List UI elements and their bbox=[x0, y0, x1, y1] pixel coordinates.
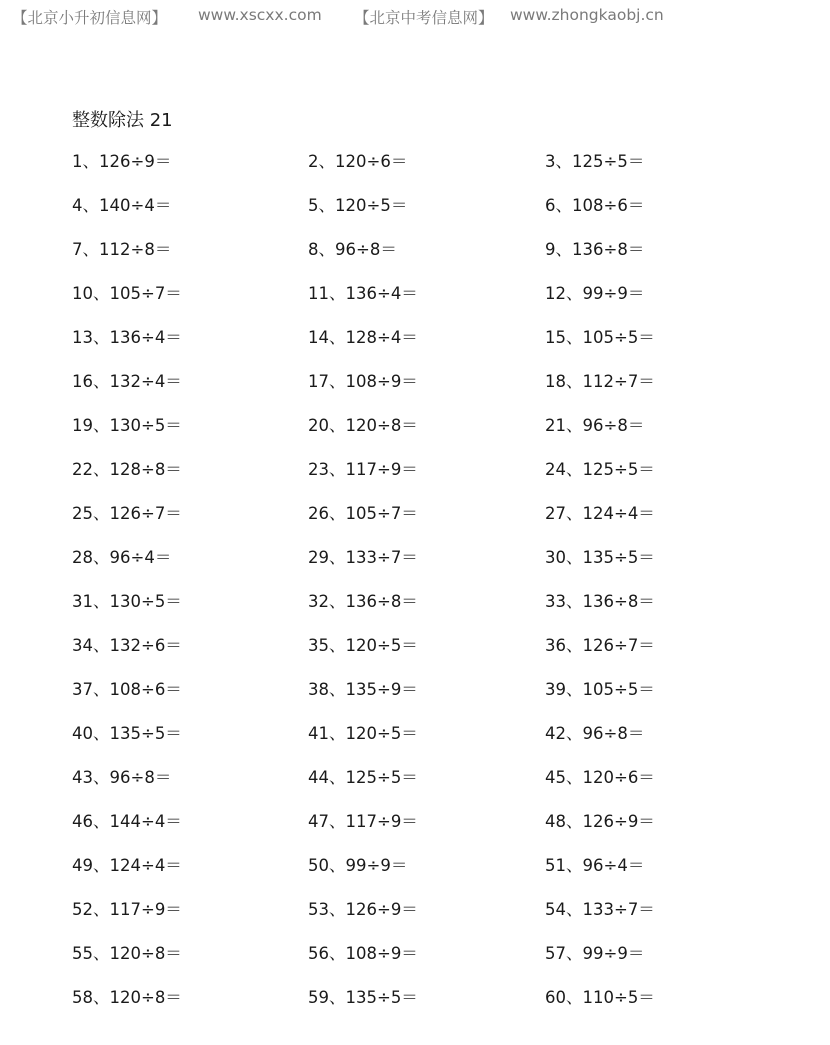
division-problem: 14、128÷4＝ bbox=[308, 328, 418, 347]
division-problem: 59、135÷5＝ bbox=[308, 988, 418, 1007]
division-problem: 40、135÷5＝ bbox=[72, 724, 182, 743]
division-problem: 31、130÷5＝ bbox=[72, 592, 182, 611]
division-problem: 35、120÷5＝ bbox=[308, 636, 418, 655]
header-site1-url[interactable]: www.xscxx.com bbox=[198, 6, 322, 24]
division-problem: 30、135÷5＝ bbox=[545, 548, 655, 567]
division-problem: 52、117÷9＝ bbox=[72, 900, 182, 919]
division-problem: 19、130÷5＝ bbox=[72, 416, 182, 435]
division-problem: 8、96÷8＝ bbox=[308, 240, 397, 259]
division-problem: 12、99÷9＝ bbox=[545, 284, 645, 303]
division-problem: 27、124÷4＝ bbox=[545, 504, 655, 523]
division-problem: 18、112÷7＝ bbox=[545, 372, 655, 391]
division-problem: 42、96÷8＝ bbox=[545, 724, 645, 743]
division-problem: 4、140÷4＝ bbox=[72, 196, 172, 215]
division-problem: 49、124÷4＝ bbox=[72, 856, 182, 875]
header-site2-name: 【北京中考信息网】 bbox=[354, 9, 494, 27]
division-problem: 43、96÷8＝ bbox=[72, 768, 172, 787]
header-site1-name: 【北京小升初信息网】 bbox=[12, 9, 168, 27]
division-problem: 10、105÷7＝ bbox=[72, 284, 182, 303]
division-problem: 20、120÷8＝ bbox=[308, 416, 418, 435]
division-problem: 5、120÷5＝ bbox=[308, 196, 408, 215]
division-problem: 28、96÷4＝ bbox=[72, 548, 172, 567]
division-problem: 17、108÷9＝ bbox=[308, 372, 418, 391]
division-problem: 36、126÷7＝ bbox=[545, 636, 655, 655]
division-problem: 48、126÷9＝ bbox=[545, 812, 655, 831]
division-problem: 46、144÷4＝ bbox=[72, 812, 182, 831]
division-problem: 56、108÷9＝ bbox=[308, 944, 418, 963]
division-problem: 37、108÷6＝ bbox=[72, 680, 182, 699]
division-problem: 7、112÷8＝ bbox=[72, 240, 172, 259]
division-problem: 51、96÷4＝ bbox=[545, 856, 645, 875]
division-problem: 47、117÷9＝ bbox=[308, 812, 418, 831]
division-problem: 1、126÷9＝ bbox=[72, 152, 172, 171]
problem-grid bbox=[72, 150, 792, 1030]
division-problem: 45、120÷6＝ bbox=[545, 768, 655, 787]
division-problem: 11、136÷4＝ bbox=[308, 284, 418, 303]
division-problem: 9、136÷8＝ bbox=[545, 240, 645, 259]
division-problem: 41、120÷5＝ bbox=[308, 724, 418, 743]
division-problem: 25、126÷7＝ bbox=[72, 504, 182, 523]
division-problem: 54、133÷7＝ bbox=[545, 900, 655, 919]
division-problem: 60、110÷5＝ bbox=[545, 988, 655, 1007]
division-problem: 24、125÷5＝ bbox=[545, 460, 655, 479]
division-problem: 58、120÷8＝ bbox=[72, 988, 182, 1007]
division-problem: 2、120÷6＝ bbox=[308, 152, 408, 171]
division-problem: 34、132÷6＝ bbox=[72, 636, 182, 655]
division-problem: 38、135÷9＝ bbox=[308, 680, 418, 699]
division-problem: 26、105÷7＝ bbox=[308, 504, 418, 523]
division-problem: 57、99÷9＝ bbox=[545, 944, 645, 963]
division-problem: 22、128÷8＝ bbox=[72, 460, 182, 479]
division-problem: 21、96÷8＝ bbox=[545, 416, 645, 435]
division-problem: 32、136÷8＝ bbox=[308, 592, 418, 611]
division-problem: 13、136÷4＝ bbox=[72, 328, 182, 347]
division-problem: 6、108÷6＝ bbox=[545, 196, 645, 215]
division-problem: 16、132÷4＝ bbox=[72, 372, 182, 391]
division-problem: 33、136÷8＝ bbox=[545, 592, 655, 611]
division-problem: 3、125÷5＝ bbox=[545, 152, 645, 171]
division-problem: 15、105÷5＝ bbox=[545, 328, 655, 347]
division-problem: 50、99÷9＝ bbox=[308, 856, 408, 875]
division-problem: 53、126÷9＝ bbox=[308, 900, 418, 919]
page-header bbox=[12, 6, 818, 28]
division-problem: 29、133÷7＝ bbox=[308, 548, 418, 567]
division-problem: 44、125÷5＝ bbox=[308, 768, 418, 787]
division-problem: 23、117÷9＝ bbox=[308, 460, 418, 479]
worksheet-title: 整数除法 21 bbox=[72, 110, 173, 131]
division-problem: 55、120÷8＝ bbox=[72, 944, 182, 963]
header-site2-url[interactable]: www.zhongkaobj.cn bbox=[510, 6, 664, 24]
division-problem: 39、105÷5＝ bbox=[545, 680, 655, 699]
